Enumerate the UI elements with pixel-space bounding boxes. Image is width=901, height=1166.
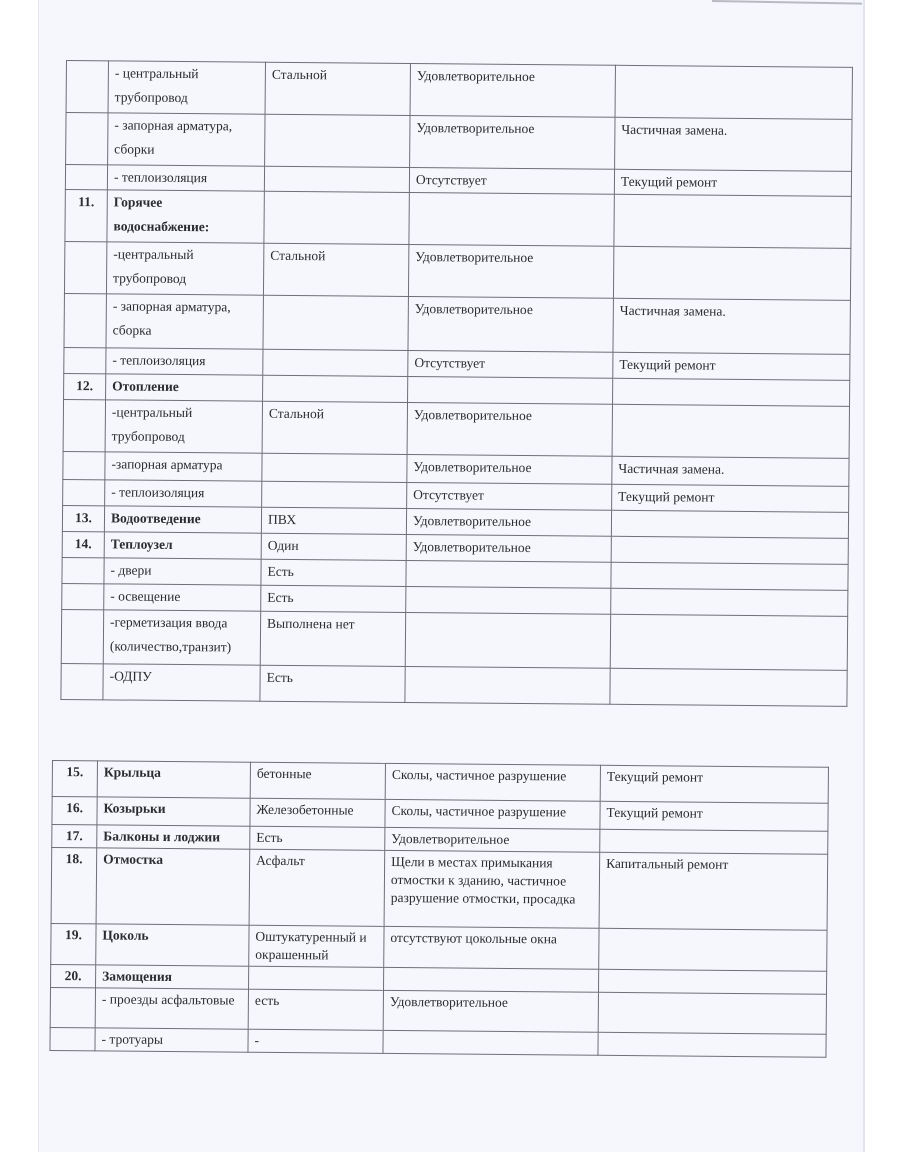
item-name: Теплоузел	[104, 532, 261, 559]
item-condition: Удовлетворительное	[407, 454, 612, 484]
item-action: Частичная замена.	[613, 298, 850, 354]
item-name: - освещение	[104, 584, 261, 611]
item-material	[264, 191, 409, 244]
item-name: Козырьки	[97, 797, 250, 826]
row-number: 13.	[62, 505, 104, 531]
item-name: Отмостка	[96, 848, 250, 925]
item-material	[265, 114, 410, 167]
item-name: Водоотведение	[104, 506, 261, 533]
row-number: 17.	[52, 825, 97, 848]
table-row	[64, 241, 850, 300]
item-action	[600, 829, 828, 854]
table-row	[51, 848, 828, 931]
item-material: Есть	[261, 559, 406, 586]
item-name: -герметизация ввода (количество,транзит)	[103, 610, 260, 665]
item-name: - теплоизоляция	[107, 165, 264, 191]
item-action	[598, 992, 826, 1034]
item-condition: Удовлетворительное	[410, 116, 615, 170]
table-row	[61, 609, 847, 670]
table-row	[66, 61, 852, 120]
item-condition	[405, 612, 610, 668]
item-action: Текущий ремонт	[614, 169, 851, 196]
row-number	[62, 583, 104, 609]
item-action	[611, 536, 848, 564]
item-name: -центральный трубопровод	[105, 400, 262, 453]
item-condition	[409, 193, 614, 247]
item-name: - двери	[104, 558, 261, 585]
item-action	[611, 588, 848, 616]
item-action	[611, 510, 848, 538]
row-number: 19.	[51, 923, 96, 964]
item-action	[599, 928, 827, 971]
row-number	[66, 61, 108, 113]
row-number	[64, 241, 106, 293]
item-action	[598, 1032, 826, 1057]
row-number	[63, 399, 105, 451]
item-name: - теплоизоляция	[105, 480, 262, 507]
item-material	[263, 295, 408, 350]
row-number	[63, 451, 105, 479]
row-number	[61, 609, 103, 663]
item-action	[611, 562, 848, 590]
table-row	[63, 399, 849, 458]
item-material: ПВХ	[261, 507, 406, 534]
item-condition: Отсутствует	[407, 482, 612, 510]
item-condition	[384, 967, 599, 992]
item-condition	[408, 376, 613, 404]
item-condition: Отсутствует	[408, 350, 613, 378]
item-condition: Удовлетворительное	[383, 990, 598, 1032]
row-number: 15.	[52, 761, 97, 797]
item-condition: Удовлетворительное	[408, 296, 613, 352]
item-name: - проезды асфальтовые	[95, 988, 248, 1029]
table-row	[65, 189, 851, 248]
item-name: Балконы и лоджии	[97, 825, 250, 849]
item-condition: Удовлетворительное	[406, 508, 611, 536]
item-material	[263, 349, 408, 376]
item-material: Выполнена нет	[260, 611, 405, 666]
item-name: - центральный трубопровод	[108, 61, 265, 114]
item-material: Оштукатуренный и окрашенный	[249, 925, 384, 967]
item-material: Есть	[260, 665, 405, 702]
row-number	[65, 165, 107, 190]
item-condition	[405, 666, 610, 704]
table-row	[66, 113, 852, 172]
item-name: -центральный трубопровод	[106, 242, 263, 295]
item-material	[262, 481, 407, 508]
item-action: Текущий ремонт	[600, 801, 828, 831]
item-action: Частичная замена.	[612, 456, 849, 486]
item-condition	[406, 560, 611, 588]
row-number	[63, 479, 105, 505]
row-number: 16.	[52, 797, 97, 825]
row-number: 12.	[64, 373, 106, 399]
row-number	[62, 557, 104, 583]
item-material: бетонные	[250, 762, 385, 799]
item-name: - запорная арматура, сборки	[108, 113, 265, 166]
item-material: Железобетонные	[250, 798, 385, 827]
item-condition	[406, 586, 611, 614]
item-name: Отопление	[106, 374, 263, 401]
item-material	[263, 375, 408, 402]
item-material: -	[248, 1029, 383, 1053]
item-condition: Удовлетворительное	[407, 402, 612, 456]
item-action	[610, 614, 847, 670]
item-condition	[383, 1030, 598, 1055]
item-condition: Щели в местах примыкания отмостки к зданию, частичное разрушение отмостки, просадка	[384, 850, 600, 928]
row-number	[64, 293, 106, 347]
item-name: Цоколь	[96, 924, 249, 966]
item-condition: Сколы, частичное разрушение	[385, 799, 600, 829]
item-material: Один	[261, 533, 406, 560]
item-action: Частичная замена.	[615, 117, 852, 171]
item-action: Текущий ремонт	[600, 765, 828, 803]
item-action: Капитальный ремонт	[599, 852, 828, 930]
item-action	[612, 404, 849, 458]
item-material: Стальной	[265, 62, 410, 115]
table-row	[61, 663, 847, 706]
item-name: Замощения	[96, 965, 249, 989]
row-number	[50, 987, 95, 1027]
item-condition: отсутствуют цокольные окна	[384, 926, 599, 969]
item-material: Стальной	[262, 401, 407, 454]
item-condition: Сколы, частичное разрушение	[385, 763, 600, 801]
row-number	[66, 113, 108, 165]
row-number: 11.	[65, 189, 107, 241]
table-row	[64, 293, 850, 354]
item-name: - тротуары	[95, 1028, 248, 1052]
row-number	[50, 1027, 95, 1050]
item-condition: Удовлетворительное	[406, 534, 611, 562]
item-material: Асфальт	[249, 849, 385, 926]
item-name: Горячее водоснабжение:	[107, 190, 264, 243]
item-condition: Удовлетворительное	[385, 827, 600, 852]
row-number	[61, 663, 103, 699]
item-material	[249, 966, 384, 990]
table-row	[50, 987, 826, 1034]
engineering-systems-table	[60, 60, 853, 707]
item-condition: Удовлетворительное	[410, 64, 615, 118]
item-material: Стальной	[263, 243, 408, 296]
item-condition: Удовлетворительное	[408, 244, 613, 298]
row-number: 14.	[62, 531, 104, 557]
item-action	[615, 65, 852, 119]
item-material	[262, 453, 407, 482]
item-action	[613, 246, 850, 300]
item-action: Текущий ремонт	[613, 352, 850, 380]
item-name: Крыльца	[97, 761, 250, 798]
item-action	[598, 969, 826, 994]
item-material	[264, 166, 409, 192]
item-action	[610, 668, 847, 706]
item-material: есть	[248, 989, 383, 1030]
item-action	[613, 378, 850, 406]
item-name: - запорная арматура, сборка	[106, 294, 263, 349]
row-number	[64, 347, 106, 373]
item-name: -запорная арматура	[105, 452, 262, 481]
item-material: Есть	[261, 585, 406, 612]
row-number: 18.	[51, 848, 97, 924]
row-number: 20.	[51, 964, 96, 987]
item-material: Есть	[250, 826, 385, 850]
item-action	[614, 194, 851, 248]
item-condition: Отсутствует	[409, 168, 614, 195]
exterior-elements-table	[49, 760, 829, 1058]
item-action: Текущий ремонт	[612, 484, 849, 512]
item-name: -ОДПУ	[103, 664, 260, 701]
item-name: - теплоизоляция	[106, 348, 263, 375]
table-row	[51, 923, 827, 971]
